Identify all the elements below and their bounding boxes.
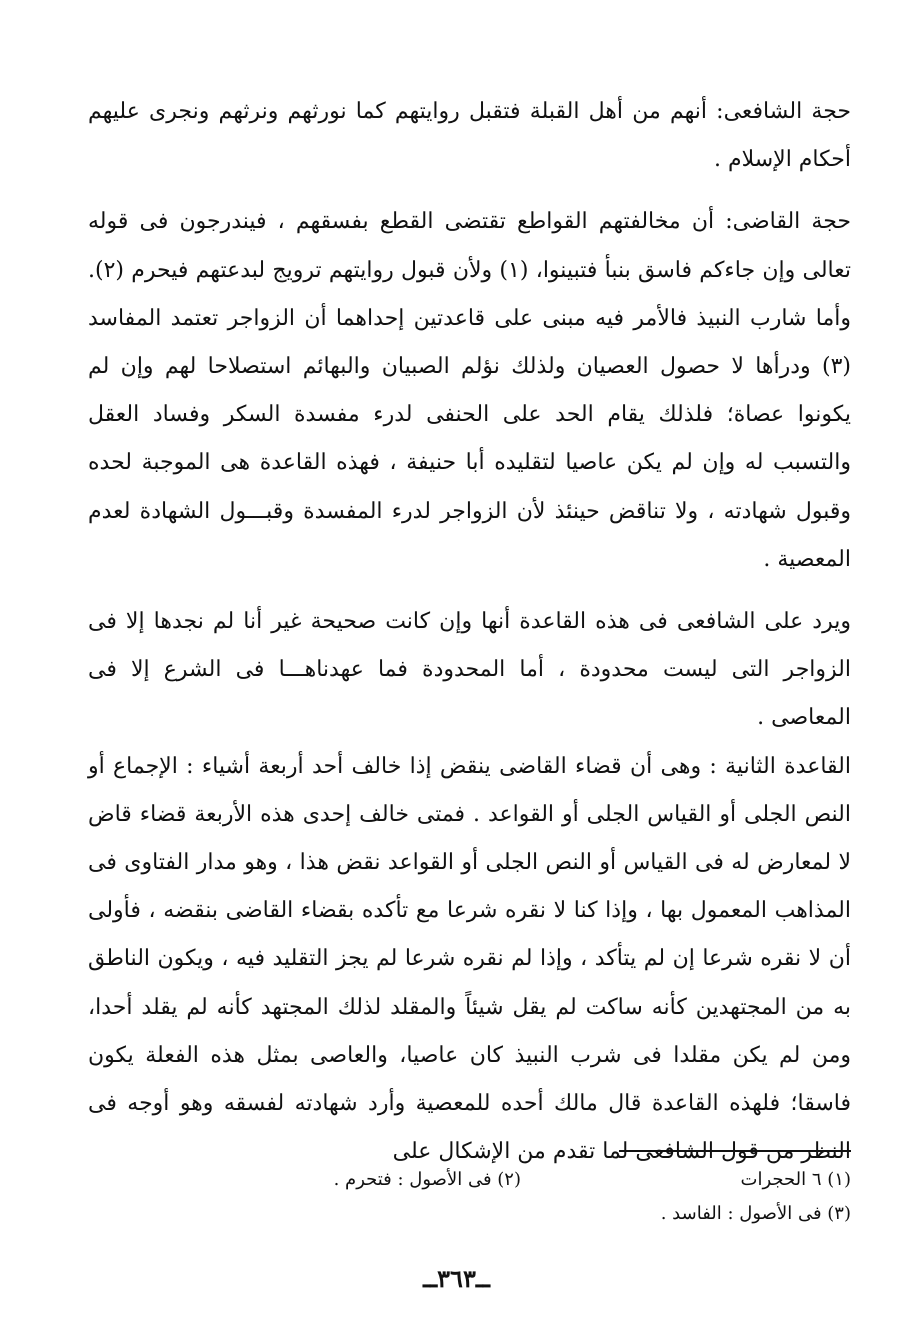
footnote-divider <box>619 1150 851 1152</box>
page-number: ــ٣٦٣ــ <box>423 1264 490 1293</box>
footnote-row <box>88 1163 851 1197</box>
footnote-1: (١) ٦ الحجرات <box>740 1169 851 1190</box>
footnotes <box>88 1163 851 1231</box>
body-text <box>88 88 851 1176</box>
footnote-2: (٢) فى الأصول : فتحرم . <box>333 1169 521 1190</box>
paragraph-qadi-argument: حجة القاضى: أن مخالفتهم القواطع تقتضى القطع بفسقهم ، فيندرجون فى قوله تعالى وإن جاءكم فاسق بنبأ فتبينوا، (١) ولأن قبول روايتهم ترويج لبدعتهم فيحرم (٢). وأما شارب النبيذ فالأمر فيه مبنى على قاعدتين إحداهما أن الزواجر تعتمد المفاسد (٣) ودرأها لا حصول العصيان ولذلك نؤلم الصبيان والبهائم استصلاحا لهم وإن لم يكونوا عصاة؛ فلذلك يقام الحد على الحنفى لدرء مفسدة السكر وفساد العقل والتسبب له وإن لم يكن عاصيا لتقليده أبا حنيفة ، فهذه القاعدة هى الموجبة لحده وقبول شهادته ، ولا تناقض حينئذ لأن الزواجر لدرء المفسدة وقبـــول الشهادة لعدم المعصية . <box>88 209 851 572</box>
footnote-row <box>88 1197 851 1231</box>
paragraph-second-rule: القاعدة الثانية : وهى أن قضاء القاضى ينقض إذا خالف أحد أربعة أشياء : الإجماع أو النص الجلى أو القياس الجلى أو القواعد . فمتى خالف إحدى هذه الأربعة قضاء قاض لا لمعارض له فى القياس أو النص الجلى أو القواعد نقض هذا ، وهو مدار الفتاوى فى المذاهب المعمول بها ، وإذا كنا لا نقره شرعا مع تأكده بقضاء القاضى بنقضه ، فأولى أن لا نقره شرعا إن لم يتأكد ، وإذا لم نقره شرعا لم يجز التقليد فيه ، ويكون الناطق به من المجتهدين كأنه ساكت لم يقل شيئاً والمقلد لذلك المجتهد كأنه لم يقلد أحدا، ومن لم يكن مقلدا فى شرب النبيذ كان عاصيا، والعاصى بمثل هذه الفعلة يكون فاسقا؛ فلهذه القاعدة قال مالك أحده للمعصية وأرد شهادته لفسقه وهو أوجه فى النظر من قول الشافعى لما تقدم من الإشكال على <box>88 753 851 1165</box>
paragraph-objection: ويرد على الشافعى فى هذه القاعدة أنها وإن كانت صحيحة غير أنا لم نجدها إلا فى الزواجر التى ليست محدودة ، أما المحدودة فما عهدناهـــا فى الشرع إلا فى المعاصى . <box>88 609 851 731</box>
footnote-3: (٣) فى الأصول : الفاسد . <box>660 1203 851 1224</box>
paragraph-shafii-argument: حجة الشافعى: أنهم من أهل القبلة فتقبل روايتهم كما نورثهم ونرثهم ونجرى عليهم أحكام الإسلام . <box>88 99 851 173</box>
